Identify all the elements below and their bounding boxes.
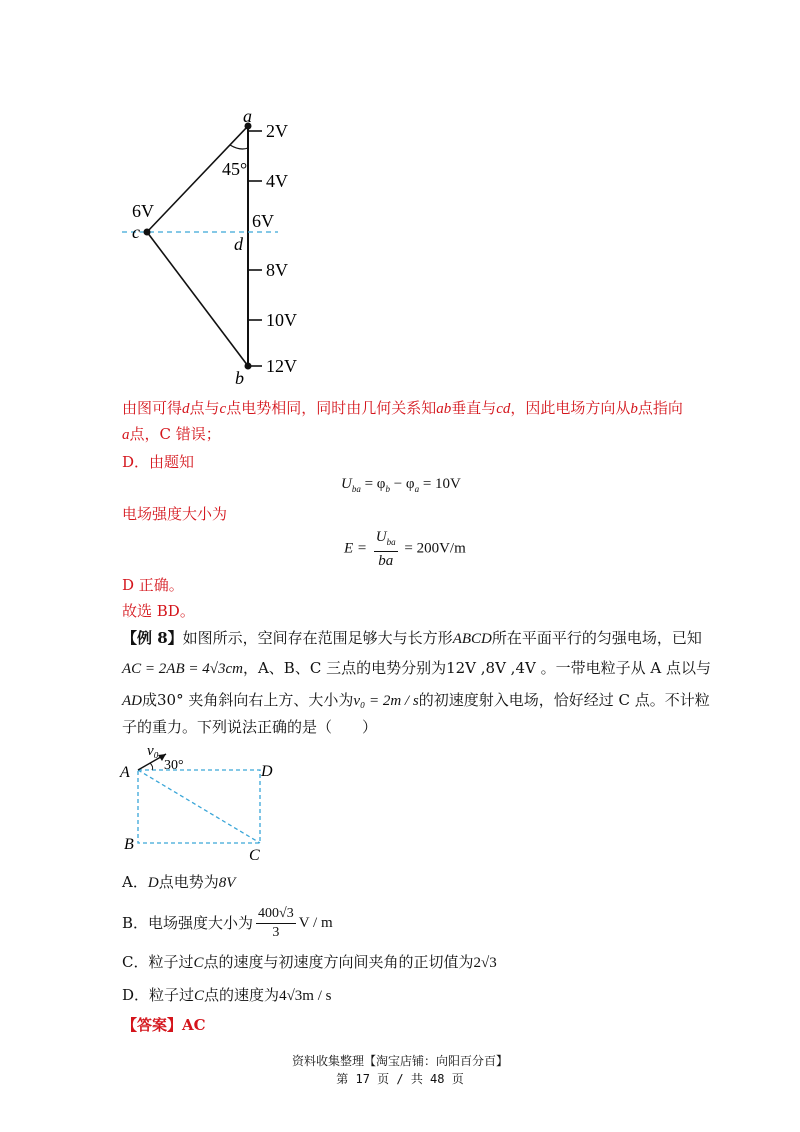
subscript-ba: ba — [386, 537, 396, 547]
label-4v: 4V — [266, 171, 288, 191]
text: 如图所示，空间存在范围足够大与长方形 — [182, 629, 453, 647]
label-a: a — [243, 106, 252, 126]
text: 垂直与 — [451, 399, 497, 417]
label-C: C — [249, 847, 260, 863]
symbol-d: D — [147, 875, 159, 891]
text: 点的速度为 — [204, 986, 280, 1004]
value: 2√3 — [473, 955, 497, 971]
text: 故选 BD。 — [122, 602, 195, 620]
text: 所在平面平行的匀强电场，已知 — [491, 629, 702, 647]
text: ，A、B、C 三点的电势分别为12V ,8V ,4V 。一带电粒子从 A 点以与 — [242, 659, 711, 677]
footer-page-number: 第 17 页 / 共 48 页 — [336, 1072, 464, 1086]
value: 8V — [218, 875, 236, 891]
option-d-intro — [122, 452, 194, 472]
subscript-ba: ba — [351, 484, 361, 494]
angle-arc — [230, 145, 248, 149]
text: = 10V — [419, 476, 461, 492]
equation-v0: v₀ = 2m / s — [353, 693, 419, 709]
equation-ac: AC = 2AB = 4√3cm — [122, 661, 243, 677]
symbol-u: U — [341, 476, 352, 492]
symbol-e: E = — [344, 540, 368, 557]
text: A． — [122, 873, 148, 891]
example-line-4 — [122, 717, 377, 737]
label-12v: 12V — [266, 356, 297, 376]
example-line-1 — [122, 628, 702, 649]
text: D．由题知 — [122, 453, 195, 471]
text: C．粒子过 — [122, 953, 194, 971]
text: = φ — [364, 476, 386, 492]
field-strength-label — [122, 504, 227, 524]
example-tag: 【例 8】 — [122, 629, 183, 647]
numerator — [374, 528, 398, 552]
text: 的初速度射入电场，恰好经过 C 点。不计粒 — [418, 691, 710, 709]
option-c — [122, 952, 497, 973]
line-cb — [147, 232, 248, 366]
option-a — [122, 872, 235, 893]
point-c — [144, 229, 151, 236]
text: 点指向 — [637, 399, 683, 417]
answer — [122, 1015, 206, 1035]
label-b: b — [235, 368, 244, 388]
denominator: ba — [378, 553, 394, 569]
solution-line-2 — [122, 424, 221, 445]
example-line-3 — [122, 690, 710, 711]
symbol-ad: AD — [122, 693, 142, 709]
choose-bd — [122, 601, 195, 621]
text: 点，C 错误； — [129, 425, 221, 443]
text: D 正确。 — [122, 576, 184, 594]
solution-line-1 — [122, 398, 683, 419]
symbol-abcd: ABCD — [452, 631, 492, 647]
label-c: c — [132, 222, 140, 242]
label-c-potential: 6V — [132, 201, 154, 221]
subscript-b: b — [385, 484, 390, 494]
text: 点电势相同，同时由几何关系知 — [226, 399, 437, 417]
value: 4√3m / s — [279, 988, 332, 1004]
answer-tag: 【答案】 — [122, 1016, 183, 1034]
label-6v: 6V — [252, 211, 274, 231]
line-ac — [147, 126, 248, 232]
symbol-c: C — [193, 955, 204, 971]
fraction — [374, 528, 398, 570]
symbol-ab: ab — [436, 401, 452, 417]
symbol-a: a — [122, 427, 130, 443]
text: 点电势为 — [158, 873, 219, 891]
label-10v: 10V — [266, 310, 297, 330]
answer-value: AC — [182, 1016, 206, 1034]
example-line-2 — [122, 658, 711, 679]
symbol-cd: cd — [496, 401, 511, 417]
footer-source: 资料收集整理【淘宝店铺：向阳百分百】 — [291, 1054, 508, 1068]
text: ，因此电场方向从 — [510, 399, 631, 417]
numerator: 400√3 — [256, 905, 296, 924]
option-b — [122, 902, 333, 943]
fraction — [256, 905, 296, 942]
symbol-b: b — [630, 401, 638, 417]
angle-arc-30 — [150, 763, 153, 770]
symbol-c: c — [219, 401, 227, 417]
symbol-c: C — [194, 988, 205, 1004]
symbol-d: d — [182, 401, 190, 417]
figure-potential-triangle — [110, 105, 330, 390]
text: 点与 — [189, 399, 220, 417]
label-v0: v₀ — [147, 743, 159, 759]
text: 子的重力。下列说法正确的是（ ） — [122, 718, 378, 736]
label-8v: 8V — [266, 260, 288, 280]
figure-rectangle-abcd — [118, 738, 288, 863]
text: 成30° 夹角斜向右上方、大小为 — [142, 691, 354, 709]
text: − φ — [389, 476, 415, 492]
unit: V / m — [298, 915, 333, 931]
text: = 200V/m — [404, 540, 466, 557]
label-D: D — [261, 763, 273, 780]
symbol-u: U — [375, 529, 387, 545]
label-angle-45: 45° — [222, 159, 248, 179]
label-d: d — [234, 234, 243, 254]
text: 电场强度大小为 — [122, 505, 228, 523]
text: B．电场强度大小为 — [122, 914, 254, 932]
option-d — [122, 985, 331, 1006]
d-correct — [122, 575, 184, 595]
text: 点的速度与初速度方向间夹角的正切值为 — [203, 953, 474, 971]
label-B: B — [124, 836, 134, 853]
equation-uba — [341, 476, 461, 494]
label-2v: 2V — [266, 121, 288, 141]
denominator: 3 — [272, 924, 280, 940]
label-A: A — [120, 764, 130, 781]
text: 由图可得 — [122, 399, 183, 417]
equation-e — [344, 528, 466, 570]
diagonal-ac — [138, 770, 260, 843]
label-angle-30: 30° — [164, 758, 184, 773]
text: D．粒子过 — [122, 986, 195, 1004]
subscript-a: a — [414, 484, 420, 494]
